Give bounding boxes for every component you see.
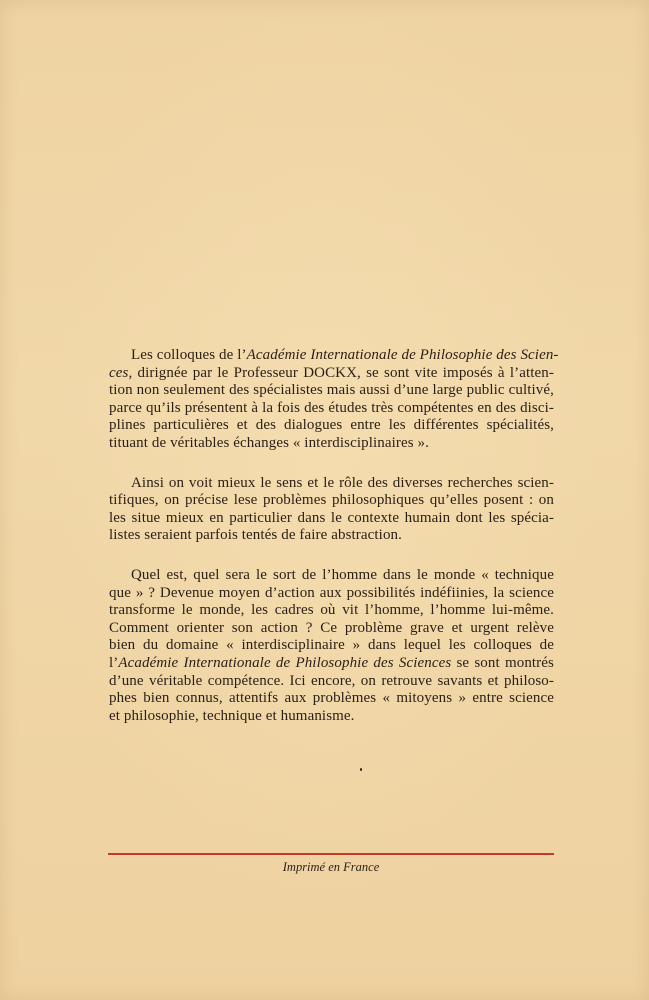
p3-line-6 [109,655,554,673]
p1-line-1 [109,347,559,365]
academy-name-italic-2: Académie Internationale de Philosophie des Sciences [118,654,452,671]
p3-line-4: Comment orienter son action ? Ce problème grave et urgent relève [109,619,554,636]
p2-line-2: tifiques, on précise lese problèmes philosophiques qu’elles posent : on [109,492,554,509]
p3-line-1: Quel est, quel sera le sort de l’homme dans le monde « technique [131,566,554,583]
p1-line-5: plines particulières et des dialogues entre les différentes spécialités, [109,417,554,434]
ink-speck [360,768,362,771]
academy-name-italic: Académie Internationale de Philosophie des Scien- [246,347,559,363]
p2-line-3: les situe mieux en particulier dans le contexte humain dont les spécia- [109,509,554,526]
p2-line-4: listes seraient parfois tentés de faire abstraction. [109,527,403,544]
p1-line-3: tion non seulement des spécialistes mais aussi d’une large public cultivé, [109,382,554,399]
paragraph-3 [109,567,554,725]
p3-line-7: d’une véritable compétence. Ici encore, on retrouve savants et philoso- [109,672,554,689]
p1-line-2-text: dirignée par le Professeur DOCKX, se sont vite imposés à l’atten- [132,364,554,381]
printed-in-france-imprint: Imprimé en France [282,860,380,874]
p3-line-2: que » ? Devenue moyen d’action aux possibilités indéfiinies, la science [109,584,554,601]
p1-line-1-text: Les colloques de l’ [131,347,247,363]
p1-line-4: parce qu’ils présentent à la fois des études très compétentes en des disci- [109,399,554,416]
paragraph-2 [109,475,554,545]
p1-line-6: tituant de véritables échanges « interdisciplinaires ». [109,434,429,451]
p3-line-3: transforme le monde, les cadres où vit l’homme, l’homme lui-même. [109,602,554,619]
p3-line-5: bien du domaine « interdisciplinaire » dans lequel les colloques de [109,637,554,654]
p2-line-1: Ainsi on voit mieux le sens et le rôle des diverses recherches scien- [131,474,554,491]
p1-line-2 [109,365,554,383]
p3-line-6-suffix: se sont montrés [451,654,554,671]
p3-line-8: phes bien connus, attentifs aux problèmes « mitoyens » entre science [109,690,554,707]
blurb-text [109,347,559,725]
p3-line-6-prefix: l’ [109,654,119,671]
paragraph-1 [109,347,559,453]
academy-name-italic-end: ces, [109,364,133,381]
p3-line-9: et philosophie, technique et humanisme. [109,707,355,724]
red-divider-rule [108,853,554,855]
